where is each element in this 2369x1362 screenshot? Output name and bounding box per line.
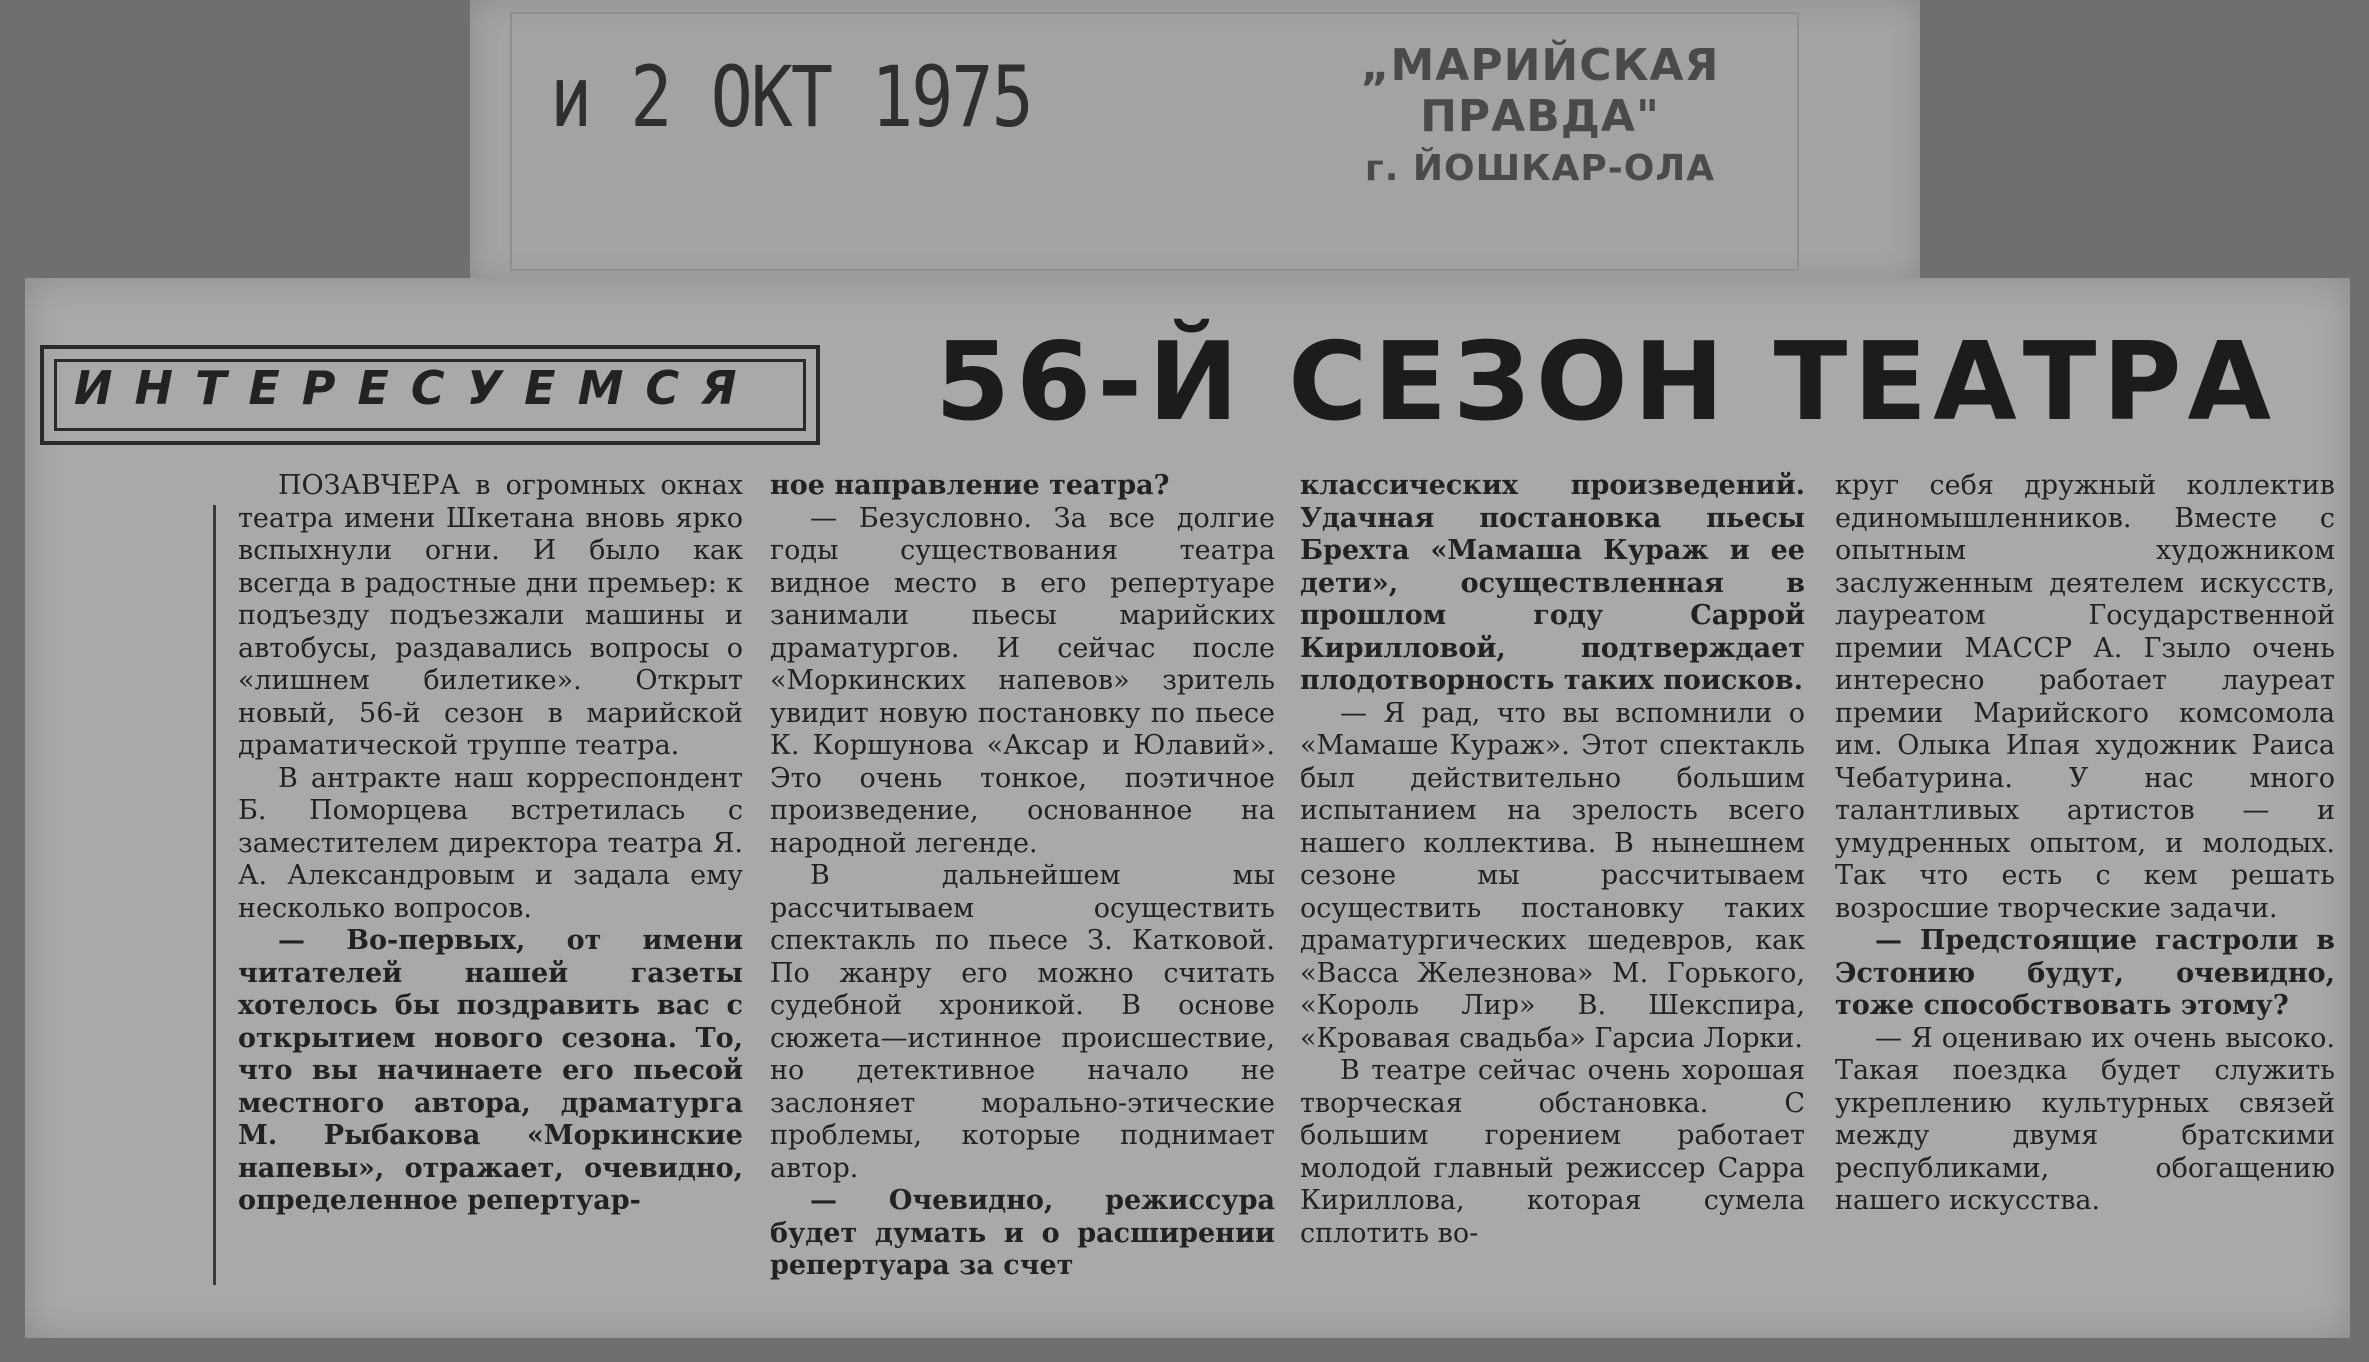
question-text: классических произведений. Удачная постановка пьесы Брехта «Мамаша Кураж и ее дети», осуществленная в прошлом году Саррой Кирилловой, подтверждает плодотворность таких поисков. bbox=[1300, 470, 1805, 696]
paragraph: круг себя дружный коллектив единомышленников. Вместе с опытным художником заслуженным деятелем искусств, лауреатом Государственной премии МАССР А. Гзыло очень интересно работает лауреат премии Марийского комсомола им. Олыка Ипая художник Раиса Чебатурина. У нас много талантливых артистов — и умудренных опытом, и молодых. Так что есть с кем решать возросшие творческие задачи. bbox=[1835, 470, 2335, 924]
paragraph: — Я оцениваю их очень высоко. Такая поездка будет служить укреплению культурных связей между двумя братскими республиками, обогащению нашего искусства. bbox=[1835, 1022, 2335, 1216]
article-headline: 56-Й СЕЗОН ТЕАТРА bbox=[935, 320, 2278, 445]
stamp-newspaper bbox=[1310, 40, 1770, 189]
paragraph: В театре сейчас очень хорошая творческая обстановка. С большим горением работает молодой главный режиссер Сарра Кириллова, которая сумела сплотить во- bbox=[1300, 1055, 1805, 1249]
question-paragraph bbox=[1300, 470, 1805, 698]
column-rule-left bbox=[213, 505, 216, 1285]
stamp-date: и 2 ОКТ 1975 bbox=[550, 48, 1032, 147]
article-column-4 bbox=[1835, 470, 2335, 1218]
question-text: ное направление театра? bbox=[770, 470, 1170, 501]
article-column-2 bbox=[770, 470, 1275, 1283]
question-text: — Предстоящие гастроли в Эстонию будут, очевидно, тоже способствовать этому? bbox=[1835, 925, 2335, 1021]
rubric-label: ИНТЕРЕСУЕМСЯ bbox=[74, 361, 759, 415]
question-paragraph bbox=[238, 925, 743, 1218]
question-paragraph bbox=[770, 470, 1275, 503]
article-column-1 bbox=[238, 470, 743, 1218]
paragraph: В антракте наш корреспондент Б. Поморцева встретилась с заместителем директора театра Я. А. Александровым и задала ему несколько вопросов. bbox=[238, 762, 743, 924]
question-paragraph bbox=[770, 1185, 1275, 1283]
question-paragraph bbox=[1835, 925, 2335, 1023]
paragraph: — Я рад, что вы вспомнили о «Мамаше Кураж». Этот спектакль был действительно большим испытанием на зрелость всего нашего коллектива. В нынешнем сезоне мы рассчитываем осуществить постановку таких драматургических шедевров, как «Васса Железнова» М. Горького, «Король Лир» В. Шекспира, «Кровавая свадьба» Гарсиа Лорки. bbox=[1300, 697, 1805, 1054]
paragraph: В дальнейшем мы рассчитываем осуществить спектакль по пьесе З. Катковой. По жанру его можно считать судебной хроникой. В основе сюжета—истинное происшествие, но детективное начало не заслоняет морально-этические проблемы, которые поднимает автор. bbox=[770, 860, 1275, 1184]
article-column-3 bbox=[1300, 470, 1805, 1250]
question-text: — Во-первых, от имени читателей нашей газеты хотелось бы поздравить вас с открытием нового сезона. То, что вы начинаете его пьесой местного автора, драматурга М. Рыбакова «Моркинские напевы», отражает, очевидно, определенное репертуар- bbox=[238, 925, 743, 1216]
newspaper-name: „МАРИЙСКАЯ ПРАВДА" bbox=[1360, 40, 1720, 142]
paragraph: ПОЗАВЧЕРА в огромных окнах театра имени Шкетана вновь ярко вспыхнули огни. И было как всегда в радостные дни премьер: к подъезду подъезжали машины и автобусы, раздавались вопросы о «лишнем билетике». Открыт новый, 56-й сезон в марийской драматической труппе театра. bbox=[238, 470, 743, 761]
paragraph: — Безусловно. За все долгие годы существования театра видное место в его репертуаре занимали пьесы марийских драматургов. И сейчас после «Моркинских напевов» зритель увидит новую постановку по пьесе К. Коршунова «Аксар и Юлавий». Это очень тонкое, поэтичное произведение, основанное на народной легенде. bbox=[770, 502, 1275, 859]
newspaper-city: г. ЙОШКАР-ОЛА bbox=[1364, 148, 1716, 189]
question-text: — Очевидно, режиссура будет думать и о расширении репертуара за счет bbox=[770, 1185, 1275, 1281]
rubric-box bbox=[40, 345, 820, 445]
